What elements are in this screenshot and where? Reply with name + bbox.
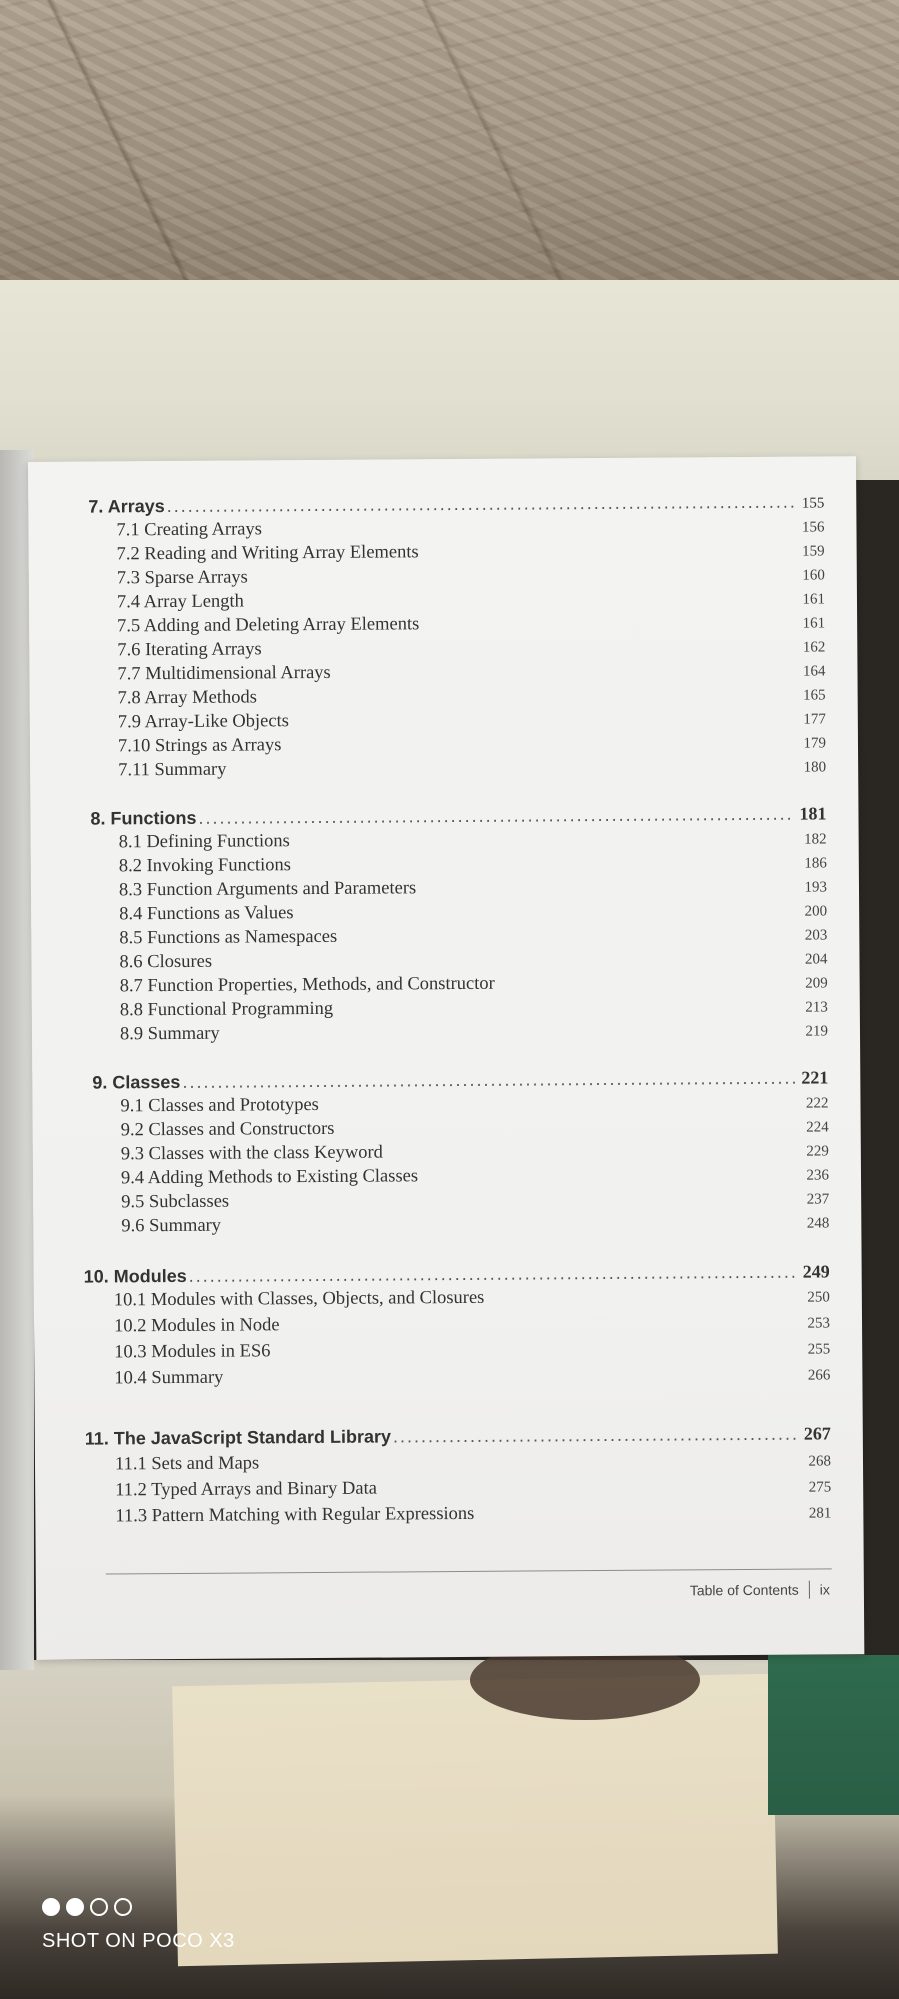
section-page: 255	[807, 1341, 831, 1358]
section-title: 11.1 Sets and Maps	[114, 1453, 260, 1475]
section-title: 7.1 Creating Arrays	[116, 519, 262, 541]
toc-section	[114, 1282, 830, 1311]
chapter-title: 10. Modules	[83, 1265, 187, 1287]
section-title: 8.9 Summary	[119, 1023, 220, 1045]
chapter-title: 7. Arrays	[88, 496, 165, 517]
section-title: 7.7 Multidimensional Arrays	[117, 662, 331, 685]
section-title: 10.1 Modules with Classes, Objects, and Closures	[113, 1287, 485, 1311]
section-title: 8.8 Functional Programming	[119, 998, 334, 1021]
watermark-dot	[90, 1898, 108, 1916]
section-title: 7.10 Strings as Arrays	[117, 735, 282, 757]
book-cover	[768, 1655, 899, 1815]
toc-section	[121, 1208, 829, 1237]
section-page: 203	[804, 927, 828, 944]
section-page: 236	[806, 1167, 830, 1184]
chapter-page: 221	[801, 1067, 829, 1088]
section-title: 8.4 Functions as Values	[119, 903, 294, 925]
section-page: 281	[808, 1505, 832, 1522]
section-page: 177	[803, 711, 826, 728]
section-title: 8.6 Closures	[119, 951, 213, 973]
toc-section	[118, 752, 826, 781]
watermark-dot	[114, 1898, 132, 1916]
section-page: 222	[805, 1095, 829, 1112]
dot-leader	[393, 1424, 798, 1448]
board-background	[0, 280, 899, 480]
section-title: 7.8 Array Methods	[117, 687, 257, 709]
footer-rule	[106, 1568, 832, 1574]
section-page: 182	[804, 831, 827, 848]
book-page	[28, 456, 864, 1660]
section-page: 204	[804, 951, 828, 968]
toc-chapter	[85, 1416, 831, 1449]
section-title: 11.3 Pattern Matching with Regular Expressions	[115, 1503, 475, 1527]
toc-section	[120, 1016, 828, 1045]
toc-section	[115, 1446, 831, 1475]
toc-section	[115, 1472, 831, 1501]
section-title: 9.1 Classes and Prototypes	[120, 1094, 319, 1117]
section-page: 253	[807, 1315, 831, 1332]
watermark-dot	[42, 1898, 60, 1916]
section-page: 213	[805, 999, 828, 1016]
toc-section	[114, 1360, 830, 1389]
section-title: 7.2 Reading and Writing Array Elements	[116, 542, 419, 565]
section-page: 224	[806, 1119, 829, 1136]
watermark-text: SHOT ON POCO X3	[42, 1930, 235, 1952]
section-page: 179	[803, 735, 827, 752]
section-title: 9.6 Summary	[121, 1215, 222, 1237]
section-title: 9.2 Classes and Constructors	[120, 1118, 335, 1141]
section-title: 8.3 Function Arguments and Parameters	[118, 878, 417, 901]
section-page: 186	[804, 855, 827, 872]
section-page: 164	[802, 663, 826, 680]
watermark-dots	[42, 1898, 235, 1916]
section-page: 193	[804, 879, 828, 896]
section-page: 165	[803, 687, 826, 704]
section-title: 9.4 Adding Methods to Existing Classes	[120, 1166, 419, 1189]
section-title: 10.3 Modules in ES6	[114, 1341, 271, 1363]
section-title: 11.2 Typed Arrays and Binary Data	[115, 1478, 378, 1501]
section-title: 8.5 Functions as Namespaces	[119, 926, 338, 949]
section-page: 275	[808, 1479, 832, 1496]
section-title: 10.4 Summary	[114, 1367, 224, 1389]
section-page: 250	[807, 1289, 830, 1306]
section-title: 9.5 Subclasses	[121, 1191, 230, 1213]
section-title: 7.3 Sparse Arrays	[116, 567, 248, 589]
footer-section-title: Table of Contents	[689, 1581, 799, 1599]
page-footer	[690, 1580, 830, 1599]
section-page: 161	[802, 615, 826, 632]
section-title: 7.4 Array Length	[116, 591, 244, 613]
section-page: 237	[806, 1191, 830, 1208]
section-page: 229	[806, 1143, 829, 1160]
chapter-page: 181	[799, 803, 827, 824]
section-title: 7.11 Summary	[118, 759, 227, 781]
section-title: 8.7 Function Properties, Methods, and Constructor	[119, 973, 495, 997]
floor-seams	[0, 0, 899, 290]
section-page: 162	[802, 639, 826, 656]
footer-page-number: ix	[819, 1581, 830, 1598]
section-title: 7.6 Iterating Arrays	[117, 639, 262, 661]
section-page: 200	[804, 903, 828, 920]
section-page: 209	[805, 975, 828, 992]
section-title: 7.9 Array-Like Objects	[117, 711, 289, 733]
chapter-title: 11. The JavaScript Standard Library	[84, 1426, 392, 1449]
toc-section	[115, 1498, 831, 1527]
section-page: 268	[808, 1453, 832, 1470]
section-page: 266	[807, 1367, 831, 1384]
section-title: 7.5 Adding and Deleting Array Elements	[117, 614, 420, 637]
toc-section	[114, 1334, 830, 1363]
toc-section	[114, 1308, 830, 1337]
section-page: 160	[802, 567, 825, 584]
section-page: 161	[802, 591, 826, 608]
chapter-title: 8. Functions	[90, 807, 197, 829]
section-page: 159	[802, 543, 825, 560]
section-page: 180	[803, 759, 827, 776]
section-page: 248	[806, 1215, 830, 1232]
section-page: 156	[801, 519, 825, 536]
watermark-dot	[66, 1898, 84, 1916]
paper-below-page	[172, 1674, 778, 1967]
section-title: 8.1 Defining Functions	[118, 831, 290, 853]
chapter-page: 155	[801, 495, 825, 512]
chapter-page: 249	[802, 1261, 830, 1282]
camera-watermark	[42, 1898, 235, 1953]
section-title: 10.2 Modules in Node	[113, 1315, 280, 1337]
footer-separator	[809, 1581, 810, 1599]
section-page: 219	[805, 1023, 829, 1040]
chapter-title: 9. Classes	[92, 1071, 181, 1093]
section-title: 8.2 Invoking Functions	[118, 855, 292, 877]
section-title: 9.3 Classes with the class Keyword	[120, 1142, 383, 1165]
chapter-page: 267	[803, 1423, 831, 1444]
